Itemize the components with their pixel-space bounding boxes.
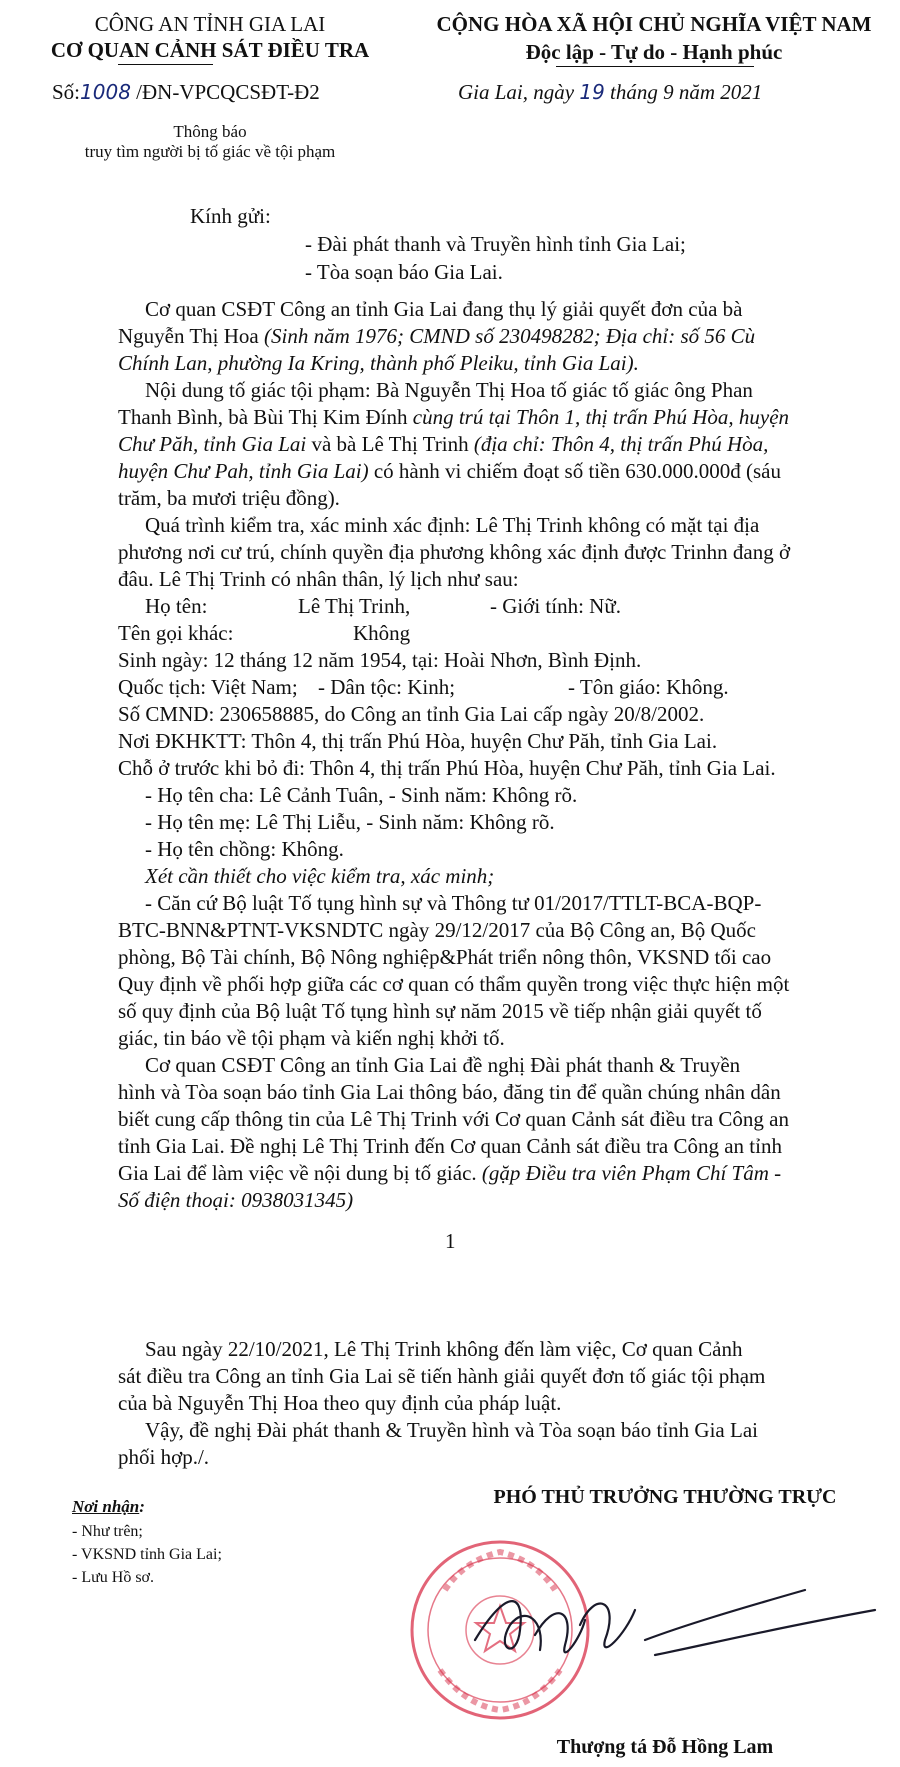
p2-line4-text: có hành vi chiếm đoạt số tiền 630.000.000đ (sáu <box>368 459 781 483</box>
document-date <box>458 80 762 105</box>
previous-address: Chỗ ở trước khi bỏ đi: Thôn 4, thị trấn Phú Hòa, huyện Chư Păh, tỉnh Gia Lai. <box>118 756 776 780</box>
p2-line4 <box>118 459 880 484</box>
p2-line3-italic-a: Chư Păh, tỉnh Gia Lai <box>118 432 307 456</box>
motto-underline <box>556 66 754 67</box>
recipient-1: - Đài phát thanh và Truyền hình tỉnh Gia Lai; <box>305 232 686 256</box>
document-number <box>52 80 320 105</box>
gender: - Giới tính: Nữ. <box>490 594 621 618</box>
birth-info: Sinh ngày: 12 tháng 12 năm 1954, tại: Hoài Nhơn, Bình Định. <box>118 648 642 672</box>
alias-value: Không <box>353 621 411 645</box>
p2-line3 <box>118 432 880 457</box>
doc-no-suffix: /ĐN-VPCQCSĐT-Đ2 <box>136 80 320 104</box>
husband-info: - Họ tên chồng: Không. <box>145 837 344 861</box>
id-card: Số CMND: 230658885, do Công an tỉnh Gia Lai cấp ngày 20/8/2002. <box>118 702 705 726</box>
legal-line5: số quy định của Bộ luật Tố tụng hình sự năm 2015 về tiếp nhận giải quyết tố <box>118 999 762 1023</box>
legal-line2: BTC-BNN&PTNT-VKSNDTC ngày 29/12/2017 của Bộ Công an, Bộ Quốc <box>118 918 756 942</box>
official-stamp-and-signature <box>405 1530 885 1730</box>
distribution-item-1: - Như trên; <box>72 1523 143 1540</box>
p1-line2-italic: (Sinh năm 1976; CMND số 230498282; Địa chỉ: số 56 Cù <box>264 324 756 348</box>
name-value: Lê Thị Trinh, <box>298 594 411 618</box>
p2-line2-italic: cùng trú tại Thôn 1, thị trấn Phú Hòa, huyện <box>412 405 790 429</box>
date-suffix: tháng 9 năm 2021 <box>610 80 763 104</box>
distribution-item-2: - VKSND tỉnh Gia Lai; <box>72 1546 222 1563</box>
legal-heading: Xét cần thiết cho việc kiểm tra, xác minh; <box>145 864 495 888</box>
p3-line3: đâu. Lê Thị Trinh có nhân thân, lý lịch như sau: <box>118 567 519 591</box>
p2-line3-text: và bà Lê Thị Trinh <box>306 432 474 456</box>
greeting: Kính gửi: <box>190 204 271 228</box>
request-line3: biết cung cấp thông tin của Lê Thị Trinh với Cơ quan Cảnh sát điều tra Công an <box>118 1107 789 1131</box>
nationality: Quốc tịch: Việt Nam; <box>118 675 298 699</box>
distribution-colon: : <box>139 1497 145 1516</box>
agency-name-line2 <box>0 38 420 63</box>
handwritten-signature <box>475 1590 875 1655</box>
doc-no-prefix: Số: <box>52 80 81 104</box>
country-name: CỘNG HÒA XÃ HỘI CHỦ NGHĨA VIỆT NAM <box>436 12 872 36</box>
p1-line1: Cơ quan CSĐT Công an tỉnh Gia Lai đang thụ lý giải quyết đơn của bà <box>145 297 743 321</box>
distribution-heading-text: Nơi nhận <box>72 1497 140 1516</box>
p3-line2: phương nơi cư trú, chính quyền địa phương không xác định được Trinhn đang ở <box>118 540 791 564</box>
p2-line4-italic: huyện Chư Pah, tỉnh Gia Lai) <box>118 459 369 483</box>
p2-line2 <box>118 405 880 430</box>
page-number: 1 <box>445 1229 456 1253</box>
country-motto: Độc lập - Tự do - Hạnh phúc <box>525 40 783 64</box>
p2-line3-italic-b: (địa chỉ: Thôn 4, thị trấn Phú Hòa, <box>473 432 769 456</box>
p2-line1: Nội dung tố giác tội phạm: Bà Nguyễn Thị Hoa tố giác tố giác ông Phan <box>145 378 753 402</box>
legal-line4: Quy định về phối hợp giữa các cơ quan có thẩm quyền trong việc thực hiện một <box>118 972 790 996</box>
request-line6: Số điện thoại: 0938031345) <box>118 1188 354 1212</box>
request-line5-italic: (gặp Điều tra viên Phạm Chí Tâm - <box>481 1161 782 1185</box>
closing-line4: Vậy, đề nghị Đài phát thanh & Truyền hình và Tòa soạn báo tỉnh Gia Lai <box>145 1418 758 1442</box>
legal-line6: giác, tin báo về tội phạm và kiến nghị khởi tố. <box>118 1026 505 1050</box>
distribution-item-3: - Lưu Hồ sơ. <box>72 1569 155 1586</box>
date-prefix: Gia Lai, ngày <box>458 80 575 104</box>
father-info: - Họ tên cha: Lê Cảnh Tuân, - Sinh năm: Không rõ. <box>145 783 578 807</box>
p1-line2-text: Nguyễn Thị Hoa <box>118 324 265 348</box>
alias-label: Tên gọi khác: <box>118 621 234 645</box>
p1-line3: Chính Lan, phường Ia Kring, thành phố Pleiku, tỉnh Gia Lai). <box>118 351 639 375</box>
distribution-heading <box>72 1497 145 1517</box>
p3-line1: Quá trình kiểm tra, xác minh xác định: Lê Thị Trinh không có mặt tại địa <box>145 513 760 537</box>
legal-line1: - Căn cứ Bộ luật Tố tụng hình sự và Thông tư 01/2017/TTLT-BCA-BQP- <box>145 891 762 915</box>
religion: - Tôn giáo: Không. <box>568 675 729 699</box>
request-line1: Cơ quan CSĐT Công an tỉnh Gia Lai đề nghị Đài phát thanh & Truyền <box>145 1053 741 1077</box>
closing-line1: Sau ngày 22/10/2021, Lê Thị Trinh không đến làm việc, Cơ quan Cảnh <box>145 1337 743 1361</box>
agency-name-line1: CÔNG AN TỈNH GIA LAI <box>94 12 326 36</box>
document-type: Thông báo <box>173 122 247 141</box>
p2-line2-text: Thanh Bình, bà Bùi Thị Kim Đính <box>118 405 413 429</box>
request-line4: tỉnh Gia Lai. Đề nghị Lê Thị Trinh đến Cơ quan Cảnh sát điều tra Công an tỉnh <box>118 1134 782 1158</box>
red-stamp <box>412 1542 588 1718</box>
p1-line2 <box>118 324 880 349</box>
closing-line3: của bà Nguyễn Thị Hoa theo quy định của pháp luật. <box>118 1391 562 1415</box>
ethnicity: - Dân tộc: Kinh; <box>318 675 456 699</box>
closing-line2: sát điều tra Công an tỉnh Gia Lai sẽ tiến hành giải quyết đơn tố giác tội phạm <box>118 1364 766 1388</box>
agency-name-line2-text: CƠ QUAN CẢNH SÁT ĐIỀU TRA <box>50 38 370 62</box>
name-label: Họ tên: <box>145 594 208 618</box>
signer-name: Thượng tá Đỗ Hồng Lam <box>556 1736 774 1758</box>
p2-line5: trăm, ba mươi triệu đồng). <box>118 486 340 510</box>
registered-address: Nơi ĐKHKTT: Thôn 4, thị trấn Phú Hòa, huyện Chư Păh, tỉnh Gia Lai. <box>118 729 718 753</box>
agency-underline <box>118 64 213 65</box>
legal-line3: phòng, Bộ Tài chính, Bộ Nông nghiệp&Phát triển nông thôn, VKSND tối cao <box>118 945 772 969</box>
closing-line5: phối hợp./. <box>118 1445 210 1469</box>
mother-info: - Họ tên mẹ: Lê Thị Liễu, - Sinh năm: Không rõ. <box>145 810 555 834</box>
request-line5 <box>118 1161 880 1186</box>
request-line5-text: Gia Lai để làm việc về nội dung bị tố giác. <box>118 1161 482 1185</box>
doc-no-handwritten: 1008 <box>80 80 131 104</box>
date-day-handwritten: 19 <box>579 80 605 104</box>
recipient-2: - Tòa soạn báo Gia Lai. <box>305 260 503 284</box>
signer-title: PHÓ THỦ TRƯỞNG THƯỜNG TRỰC <box>493 1486 837 1508</box>
request-line2: hình và Tòa soạn báo tỉnh Gia Lai thông báo, đăng tin để quần chúng nhân dân <box>118 1080 781 1104</box>
document-subject: truy tìm người bị tố giác về tội phạm <box>84 142 336 161</box>
